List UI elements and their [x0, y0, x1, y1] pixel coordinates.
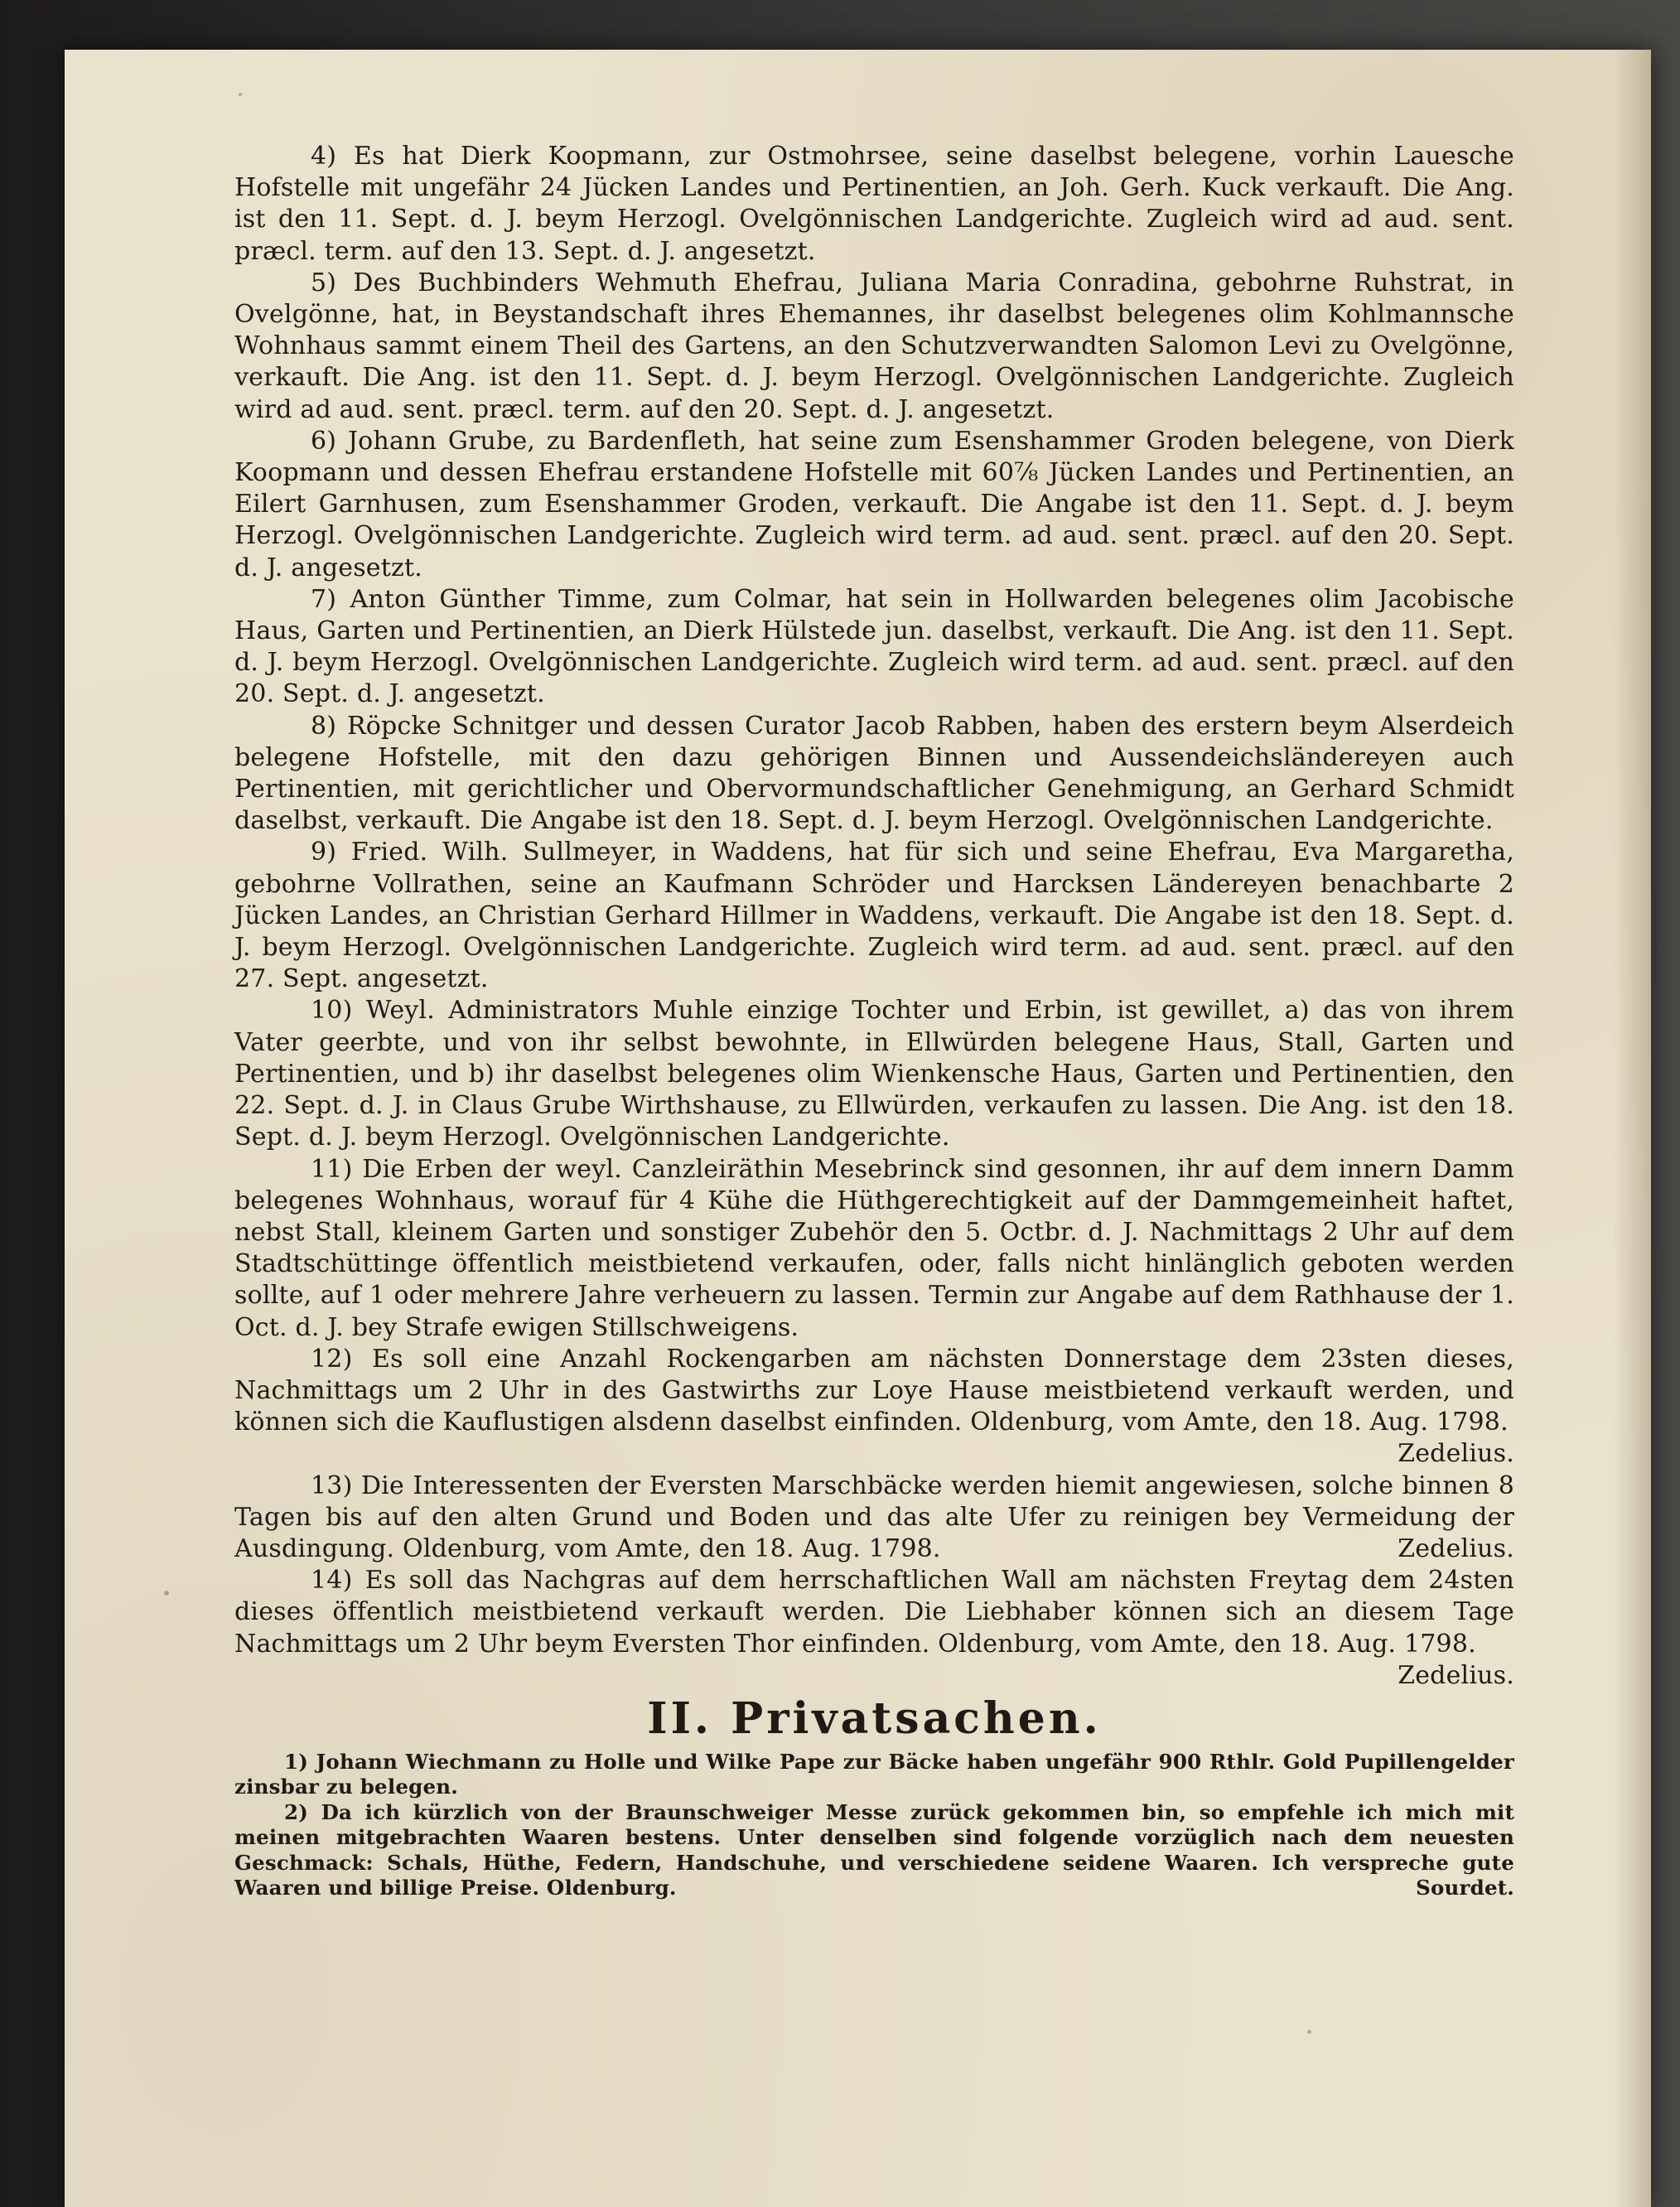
newspaper-page	[65, 50, 1651, 2207]
notice-10: 10) Weyl. Administrators Muhle einzige Tochter und Erbin, ist gewillet, a) das von ihrem Vater geerbte, und von ihr selbst bewohnte, in Ellwürden belegene Haus, Stall, Garten und Pertinentien, und b) ihr daselbst belegenes olim Wienkensche Haus, Garten und Pertinentien, den 22. Sept. d. J. in Claus Grube Wirthshause, zu Ellwürden, verkaufen zu lassen. Die Ang. ist den 18. Sept. d. J. beym Herzogl. Ovelgönnischen Landgerichte.	[234, 996, 1514, 1152]
page-edge-shadow	[1613, 50, 1651, 2207]
notice-12-signature: Zedelius.	[1398, 1439, 1514, 1469]
notice-4: 4) Es hat Dierk Koopmann, zur Ostmohrsee, seine daselbst belegene, vorhin Lauesche Hofstelle mit ungefähr 24 Jücken Landes und Pertinentien, an Joh. Gerh. Kuck verkauft. Die Ang. ist den 11. Sept. d. J. beym Herzogl. Ovelgönnischen Landgerichte. Zugleich wird ad aud. sent. præcl. term. auf den 13. Sept. d. J. angesetzt.	[234, 142, 1514, 266]
notice-9: 9) Fried. Wilh. Sullmeyer, in Waddens, hat für sich und seine Ehefrau, Eva Margaretha, gebohrne Vollrathen, seine an Kaufmann Schröder und Harcksen Ländereyen benachbarte 2 Jücken Landes, an Christian Gerhard Hillmer in Waddens, verkauft. Die Angabe ist den 18. Sept. d. J. beym Herzogl. Ovelgönnischen Landgerichte. Zugleich wird term. ad aud. sent. præcl. auf den 27. Sept. angesetzt.	[234, 838, 1514, 994]
page-content	[234, 141, 1514, 1901]
notice-14: 14) Es soll das Nachgras auf dem herrschaftlichen Wall am nächsten Freytag dem 24sten dieses öffentlich meistbietend verkauft werden. Die Liebhaber können sich an diesem Tage Nachmittags um 2 Uhr beym Eversten Thor einfinden. Oldenburg, vom Amte, den 18. Aug. 1798.	[234, 1566, 1514, 1659]
private-notices	[234, 1750, 1514, 1901]
notice-14-signature: Zedelius.	[1398, 1660, 1514, 1690]
notice-7: 7) Anton Günther Timme, zum Colmar, hat sein in Hollwarden belegenes olim Jacobische Haus, Garten und Pertinentien, an Dierk Hülstede jun. daselbst, verkauft. Die Ang. ist den 11. Sept. d. J. beym Herzogl. Ovelgönnischen Landgerichte. Zugleich wird term. ad aud. sent. præcl. auf den 20. Sept. d. J. angesetzt.	[234, 584, 1514, 709]
notice-11: 11) Die Erben der weyl. Canzleiräthin Mesebrinck sind gesonnen, ihr auf dem innern Damm belegenes Wohnhaus, worauf für 4 Kühe die Hüthgerechtigkeit auf der Dammgemeinheit haftet, nebst Stall, kleinem Garten und sonstiger Zubehör den 5. Octbr. d. J. Nachmittags 2 Uhr auf dem Stadtschüttingе öffentlich meistbietend verkaufen, oder, falls nicht hinlänglich geboten werden sollte, auf 1 oder mehrere Jahre verheuern zu lassen. Termin zur Angabe auf dem Rathhause der 1. Oct. d. J. bey Strafe ewigen Stillschweigens.	[234, 1154, 1514, 1342]
paper-speck	[239, 93, 242, 96]
paper-speck	[1307, 2030, 1311, 2034]
private-notice-2: 2) Da ich kürzlich von der Braunschweiger Messe zurück gekommen bin, so empfehle ich mich mit meinen mitgebrachten Waaren bestens. Unter denselben sind folgende vorzüglich nach dem neuesten Geschmack: Schals, Hüthe, Federn, Handschuhe, und verschiedene seidene Waaren. Ich verspreche gute Waaren und billige Preise. Oldenburg.	[234, 1799, 1514, 1900]
private-notice-2-signature: Sourdet.	[1416, 1876, 1514, 1900]
notice-8: 8) Röpcke Schnitger und dessen Curator Jacob Rabben, haben des erstern beym Alserdeich belegene Hofstelle, mit den dazu gehörigen Binnen und Aussendeichsländereyen auch Pertinentien, mit gerichtlicher und Obervormundschaftlicher Genehmigung, an Gerhard Schmidt daselbst, verkauft. Die Angabe ist den 18. Sept. d. J. beym Herzogl. Ovelgönnischen Landgerichte.	[234, 711, 1514, 836]
notice-12: 12) Es soll eine Anzahl Rockengarben am nächsten Donnerstage dem 23sten dieses, Nachmittags um 2 Uhr in des Gastwirths zur Loye Hause meistbietend verkauft werden, und können sich die Kauflustigen alsdenn daselbst einfinden. Oldenburg, vom Amte, den 18. Aug. 1798.	[234, 1344, 1514, 1437]
paper-speck	[164, 1591, 169, 1596]
private-notice-1: 1) Johann Wiechmann zu Holle und Wilke Pape zur Bäcke haben ungefähr 900 Rthlr. Gold Pupillengelder zinsbar zu belegen.	[234, 1749, 1514, 1799]
notice-6: 6) Johann Grube, zu Bardenfleth, hat seine zum Esenshammer Groden belegene, von Dierk Koopmann und dessen Ehefrau erstandene Hofstelle mit 60⅞ Jücken Landes und Pertinentien, an Eilert Garnhusen, zum Esenshammer Groden, verkauft. Die Angabe ist den 11. Sept. d. J. beym Herzogl. Ovelgönnischen Landgerichte. Zugleich wird term. ad aud. sent. præcl. auf den 20. Sept. d. J. angesetzt.	[234, 426, 1514, 582]
notice-13: 13) Die Interessenten der Eversten Marschbäcke werden hiemit angewiesen, solche binnen 8 Tagen bis auf den alten Grund und Boden und das alte Ufer zu reinigen bey Vermeidung der Ausdingung. Oldenburg, vom Amte, den 18. Aug. 1798.	[234, 1471, 1514, 1563]
notice-13-signature: Zedelius.	[1398, 1533, 1514, 1563]
section-title: II. Privatsachen.	[647, 1693, 1102, 1744]
notice-5: 5) Des Buchbinders Wehmuth Ehefrau, Juliana Maria Conradina, gebohrne Ruhstrat, in Ovelgönne, hat, in Beystandschaft ihres Ehemannes, ihr daselbst belegenes olim Kohlmannsche Wohnhaus sammt einem Theil des Gartens, an den Schutzverwandten Salomon Levi zu Ovelgönne, verkauft. Die Ang. ist den 11. Sept. d. J. beym Herzogl. Ovelgönnischen Landgerichte. Zugleich wird ad aud. sent. præcl. term. auf den 20. Sept. d. J. angesetzt.	[234, 268, 1514, 424]
